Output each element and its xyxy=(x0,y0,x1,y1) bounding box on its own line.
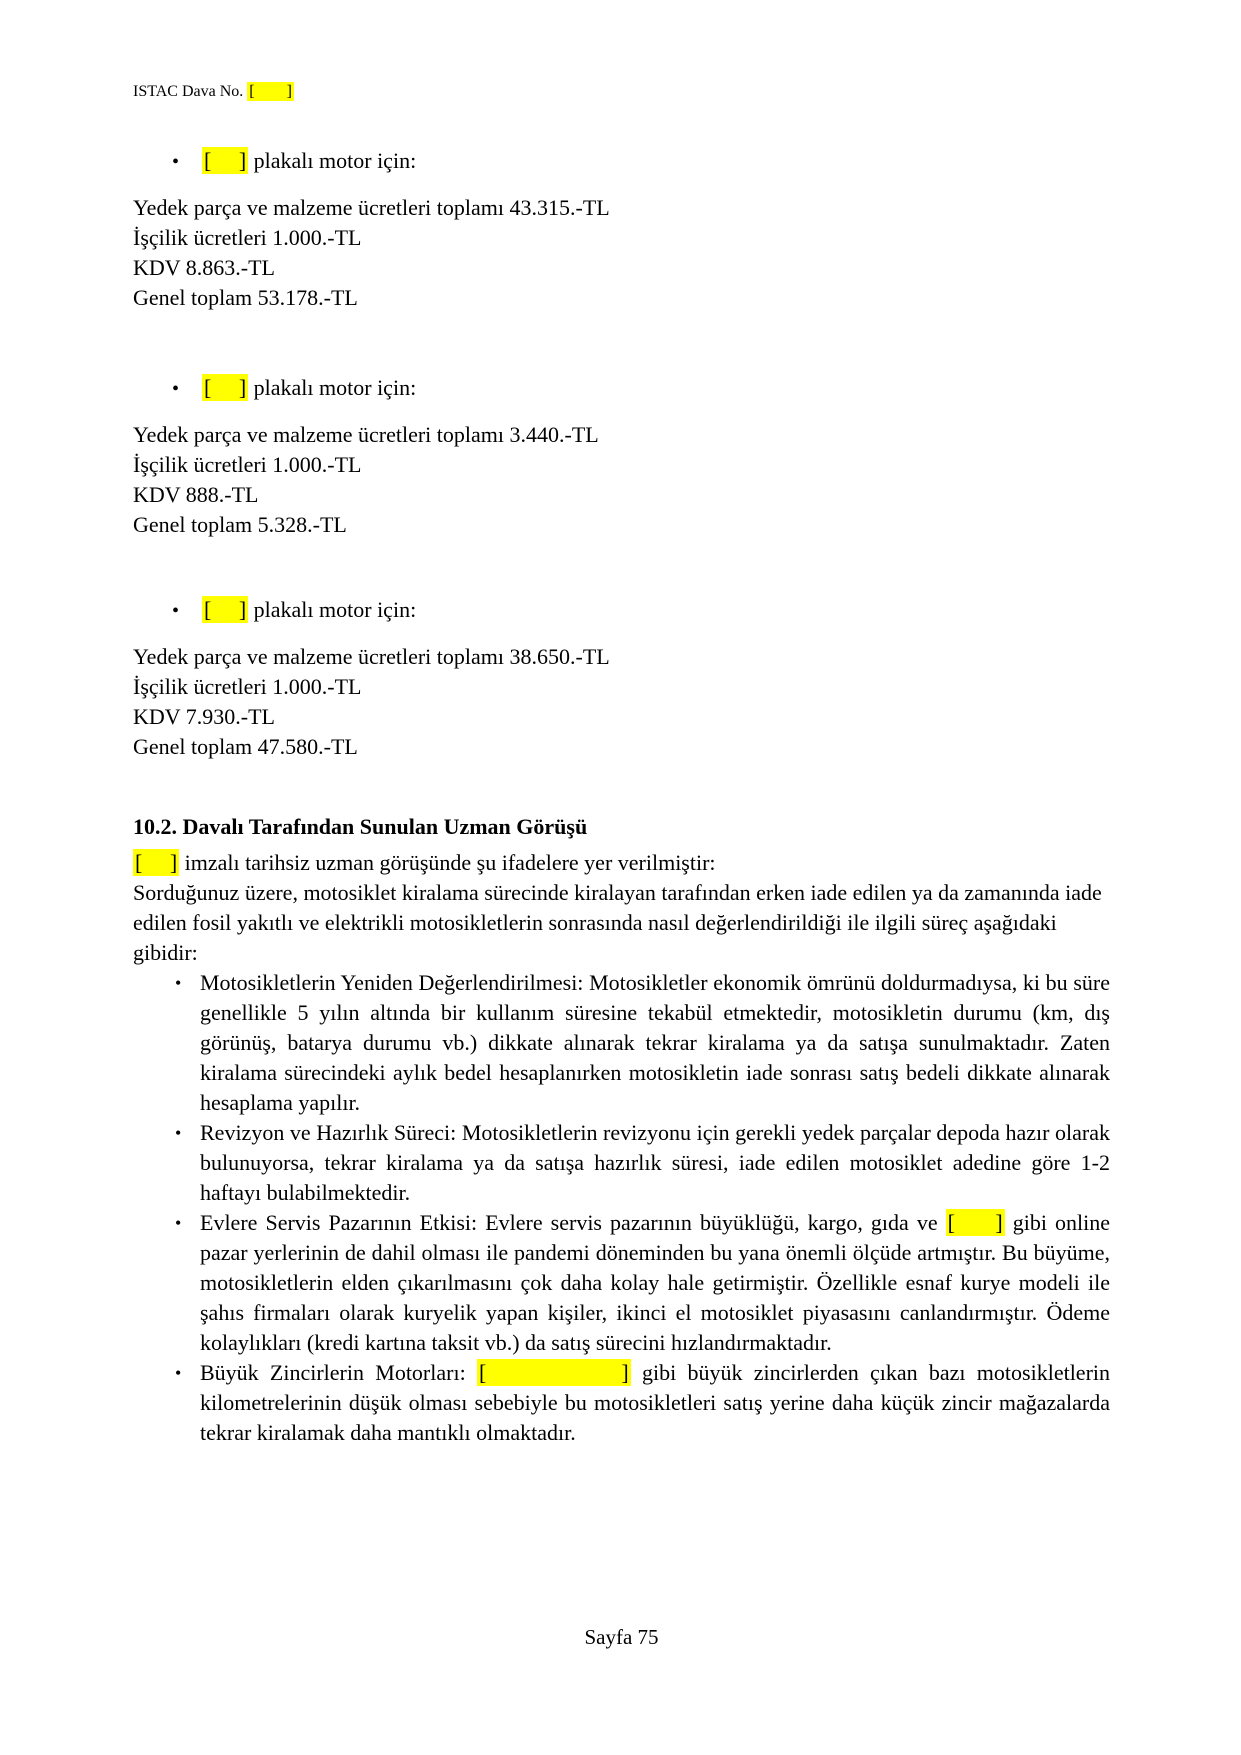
intro-paragraph: Sorduğunuz üzere, motosiklet kiralama sürecinde kiralayan tarafından erken iade edilen ya da zamanında iade edilen fosil yakıtlı ve elektrikli motosikletlerin sonrasında nasıl değerlendirildiği ile ilgili süreç aşağıdaki gibidir: xyxy=(133,880,1102,965)
cost-block xyxy=(133,193,1110,313)
bullet-text: Revizyon ve Hazırlık Süreci: Motosikletlerin revizyonu için gerekli yedek parçalar depoda hazır olarak bulunuyorsa, tekrar kiralama ya da satışa hazırlık süresi, iade edilen motosiklet adedine göre 1-2 haftayı bulabilmektedir. xyxy=(200,1120,1110,1205)
section-heading: 10.2. Davalı Tarafından Sunulan Uzman Görüşü xyxy=(133,814,588,839)
bullet-marker: • xyxy=(172,378,180,400)
bullet-text: Evlere Servis Pazarının Etkisi: Evlere servis pazarının büyüklüğü, kargo, gıda ve xyxy=(200,1210,946,1235)
bullet-marker: • xyxy=(175,973,182,993)
bullet-text-after: gibi online pazar yerlerinin de dahil olması ile pandemi döneminden bu yana önemli ölçüde artmıştır. Bu büyüme, motosikletlerin elden çıkarılmasını çok daha kolay hale getirmiştir. Özellikle esnaf kurye modeli ile şahıs firmaları olarak kuryelik yapan kişiler, ikinci el motosiklet piyasasını canlandırmıştır. Ödeme kolaylıkları (kredi kartına taksit vb.) da satış sürecini hızlandırmaktadır. xyxy=(200,1210,1110,1355)
expert-line-text: imzalı tarihsiz uzman görüşünde şu ifadelere yer verilmiştir: xyxy=(179,850,716,875)
cost-line-grand-total: Genel toplam 47.580.-TL xyxy=(133,734,358,759)
bullet-redaction: [ ] xyxy=(947,1210,1003,1235)
bullet-marker: • xyxy=(175,1213,182,1233)
bullet-text: Büyük Zincirlerin Motorları: xyxy=(200,1360,477,1385)
bullet-redaction: [ ] xyxy=(478,1360,629,1385)
bullet-big-chain-motors xyxy=(133,1358,1110,1448)
case-number-redaction: [ ] xyxy=(249,83,292,100)
cost-line-parts-total: Yedek parça ve malzeme ücretleri toplamı 43.315.-TL xyxy=(133,195,610,220)
bullet-marker: • xyxy=(172,600,180,622)
plate-redaction: [ ] xyxy=(204,375,247,400)
bullet-marker: • xyxy=(175,1363,182,1383)
cost-line-labor: İşçilik ücretleri 1.000.-TL xyxy=(133,674,362,699)
cost-line-vat: KDV 7.930.-TL xyxy=(133,704,275,729)
cost-line-labor: İşçilik ücretleri 1.000.-TL xyxy=(133,225,362,250)
plate-label: plakalı motor için: xyxy=(248,597,417,622)
plate-label: plakalı motor için: xyxy=(248,148,417,173)
case-number-label: ISTAC Dava No. xyxy=(133,83,248,100)
page-number: Sayfa 75 xyxy=(584,1625,659,1649)
cost-line-vat: KDV 8.863.-TL xyxy=(133,255,275,280)
cost-line-labor: İşçilik ücretleri 1.000.-TL xyxy=(133,452,362,477)
cost-block xyxy=(133,420,1110,540)
case-number-header xyxy=(133,82,1110,102)
cost-block xyxy=(133,642,1110,762)
plate-redaction: [ ] xyxy=(204,597,247,622)
bullet-text: Motosikletlerin Yeniden Değerlendirilmesi: Motosikletler ekonomik ömrünü doldurmadıysa, ki bu süre genellikle 5 yılın altında bir kullanım süresine tekabül etmektedir, motosikletin durumu (km, dış görünüş, batarya durumu vb.) dikkate alınarak tekrar kiralama ya da satışa sunulmaktadır. Zaten kiralama sürecindeki aylık bedel hesaplanırken motosikletin iade sonrası satış bedeli dikkate alınarak hesaplama yapılır. xyxy=(200,970,1110,1115)
expert-name-redaction: [ ] xyxy=(135,850,178,875)
cost-line-grand-total: Genel toplam 5.328.-TL xyxy=(133,512,347,537)
plate-redaction: [ ] xyxy=(204,148,247,173)
plate-label: plakalı motor için: xyxy=(248,375,417,400)
cost-line-grand-total: Genel toplam 53.178.-TL xyxy=(133,285,358,310)
bullet-revaluation xyxy=(133,968,1110,1118)
bullet-revision-process xyxy=(133,1118,1110,1208)
bullet-marker: • xyxy=(175,1123,182,1143)
bullet-marker: • xyxy=(172,151,180,173)
expert-opinion-line xyxy=(133,848,1110,878)
expert-opinion-bullets xyxy=(133,968,1110,1448)
bullet-home-service-market xyxy=(133,1208,1110,1358)
plate-bullet-line xyxy=(172,595,1110,626)
plate-bullet-line xyxy=(172,373,1110,404)
cost-line-vat: KDV 888.-TL xyxy=(133,482,259,507)
bullet-text-after: gibi büyük zincirlerden çıkan bazı motosikletlerin kilometrelerinin düşük olması sebebiyle bu motosikletleri satış yerine daha küçük zincir mağazalarda tekrar kiralamak daha mantıklı olmaktadır. xyxy=(200,1360,1111,1445)
cost-line-parts-total: Yedek parça ve malzeme ücretleri toplamı 38.650.-TL xyxy=(133,644,610,669)
cost-line-parts-total: Yedek parça ve malzeme ücretleri toplamı 3.440.-TL xyxy=(133,422,599,447)
plate-bullet-line xyxy=(172,146,1110,177)
